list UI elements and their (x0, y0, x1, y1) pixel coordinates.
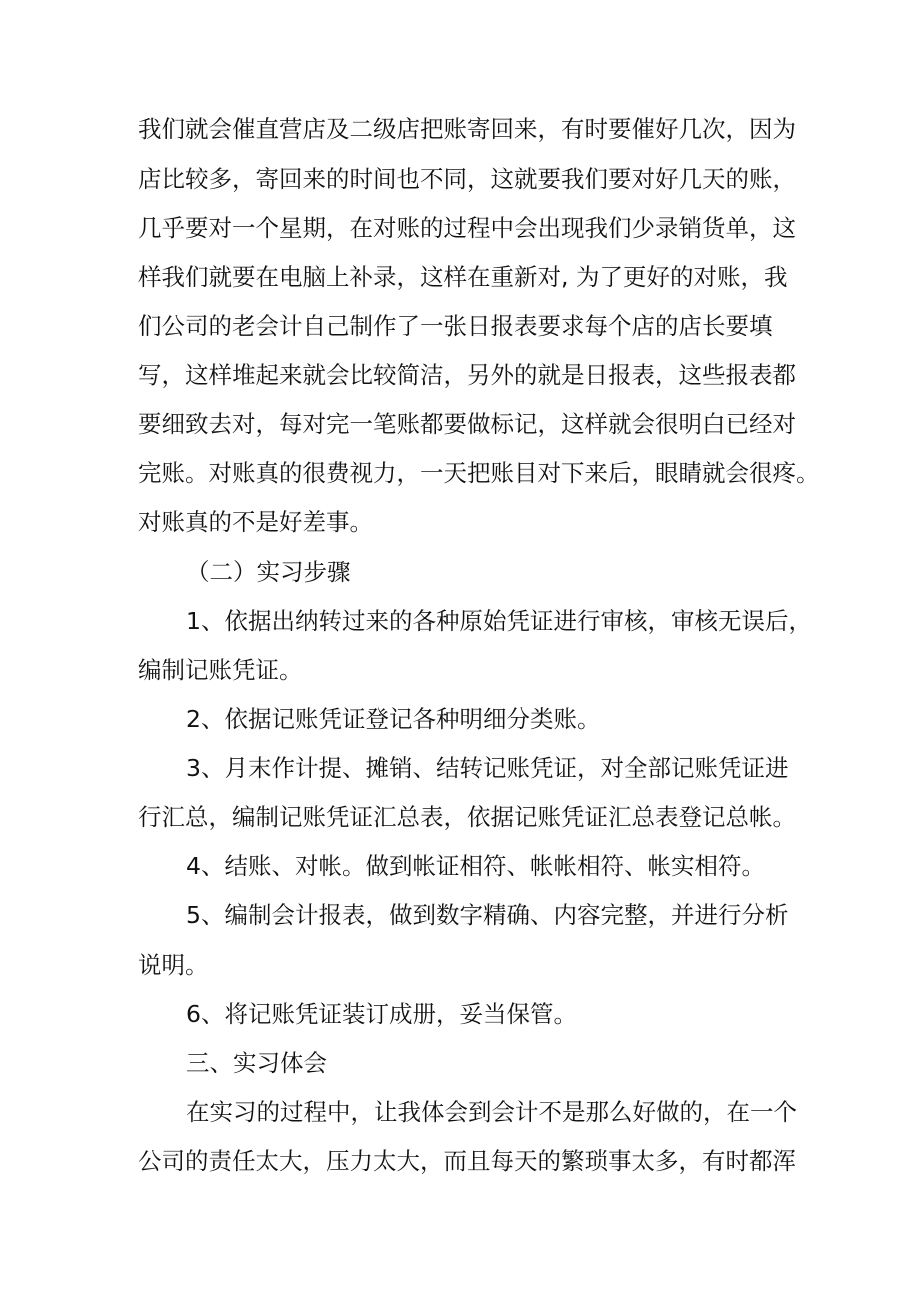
list-item: 1、依据出纳转过来的各种原始凭证进行审核，审核无误后， (186, 607, 812, 635)
list-item: 5、编制会计报表，做到数字精确、内容完整，并进行分析 (186, 901, 789, 929)
paragraph-line: 写，这样堆起来就会比较简洁，另外的就是日报表，这些报表都 (138, 361, 796, 389)
paragraph-line: 公司的责任太大，压力太大，而且每天的繁琐事太多，有时都浑 (138, 1147, 796, 1175)
list-item: 6、将记账凭证装订成册，妥当保管。 (186, 1000, 577, 1028)
list-item-continuation: 编制记账凭证。 (138, 656, 303, 684)
paragraph-line: 店比较多，寄回来的时间也不同，这就要我们要对好几天的账， (138, 165, 796, 193)
list-item: 4、结账、对帐。做到帐证相符、帐帐相符、帐实相符。 (186, 852, 765, 880)
paragraph-line: 在实习的过程中，让我体会到会计不是那么好做的，在一个 (186, 1098, 797, 1126)
paragraph-line: 要细致去对，每对完一笔账都要做标记，这样就会很明白已经对 (138, 410, 796, 438)
paragraph-line: 几乎要对一个星期，在对账的过程中会出现我们少录销货单，这 (138, 214, 796, 242)
list-item: 2、依据记账凭证登记各种明细分类账。 (186, 705, 601, 733)
paragraph-line: 对账真的不是好差事。 (138, 508, 373, 536)
paragraph-line: 我们就会催直营店及二级店把账寄回来，有时要催好几次，因为 (138, 115, 796, 143)
paragraph-line: 们公司的老会计自己制作了一张日报表要求每个店的店长要填 (138, 312, 773, 340)
list-item-continuation: 说明。 (138, 951, 209, 979)
paragraph-line: 样我们就要在电脑上补录，这样在重新对, 为了更好的对账，我 (138, 263, 788, 291)
section-heading: （二）实习步骤 (186, 558, 351, 586)
list-item: 3、月末作计提、摊销、结转记账凭证，对全部记账凭证进 (186, 754, 789, 782)
paragraph-line: 完账。对账真的很费视力，一天把账目对下来后，眼睛就会很疼。 (138, 459, 820, 487)
list-item-continuation: 行汇总，编制记账凭证汇总表，依据记账凭证汇总表登记总帐。 (138, 803, 796, 831)
section-heading: 三、实习体会 (186, 1049, 327, 1077)
